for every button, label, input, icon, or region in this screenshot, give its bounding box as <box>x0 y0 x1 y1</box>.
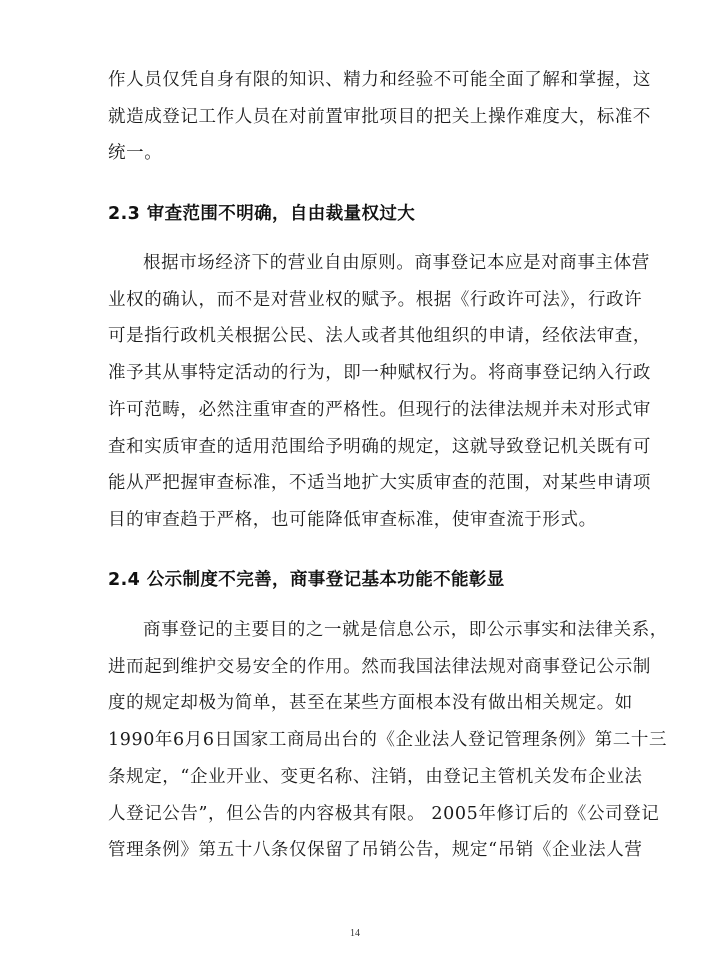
text-line: 可是指行政机关根据公民、法人或者其他组织的申请，经依法审查， <box>108 326 651 347</box>
page-number: 14 <box>350 928 360 939</box>
paragraph-2-3 <box>108 245 651 539</box>
text-line: 目的审查趋于严格，也可能降低审查标准，使审查流于形式。 <box>108 509 597 530</box>
text-line: 根据市场经济下的营业自由原则。商事登记本应是对商事主体营 <box>143 253 650 273</box>
text-line: 管理条例》第五十八条仅保留了吊销公告，规定“吊销《企业法人营 <box>108 840 643 861</box>
text-line: 许可范畴，必然注重审查的严格性。但现行的法律法规并未对形式审 <box>108 399 651 420</box>
text-line: 业权的确认，而不是对营业权的赋予。根据《行政许可法》，行政许 <box>108 289 643 310</box>
paragraph-2-4 <box>108 612 668 869</box>
text-line: 就造成登记工作人员在对前置审批项目的把关上操作难度大，标准不 <box>108 106 651 127</box>
text-line: 查和实质审查的适用范围给予明确的规定，这就导致登记机关既有可 <box>108 436 651 457</box>
text-line: 能从严把握审查标准，不适当地扩大实质审查的范围，对某些申请项 <box>108 473 651 494</box>
text-line: 作人员仅凭自身有限的知识、精力和经验不可能全面了解和掌握，这 <box>108 70 651 90</box>
paragraph-continued <box>108 62 651 172</box>
text-line: 条规定，“企业开业、变更名称、注销，由登记主管机关发布企业法 <box>108 766 643 787</box>
text-line: 人登记公告”，但公告的内容极其有限。 2005年修订后的《公司登记 <box>108 803 660 824</box>
text-line: 商事登记的主要目的之一就是信息公示，即公示事实和法律关系， <box>143 620 668 640</box>
text-line: 度的规定却极为简单，甚至在某些方面根本没有做出相关规定。如 <box>108 693 633 714</box>
text-line: 进而起到维护交易安全的作用。然而我国法律法规对商事登记公示制 <box>108 656 651 677</box>
text-line: 准予其从事特定活动的行为，即一种赋权行为。将商事登记纳入行政 <box>108 363 651 384</box>
section-heading-2-3: 2.3 审查范围不明确，自由裁量权过大 <box>108 204 416 224</box>
text-line: 统一。 <box>108 143 163 164</box>
section-heading-2-4: 2.4 公示制度不完善，商事登记基本功能不能彰显 <box>108 570 505 590</box>
text-line: 1990年6月6日国家工商局出台的《企业法人登记管理条例》第二十三 <box>108 730 668 751</box>
